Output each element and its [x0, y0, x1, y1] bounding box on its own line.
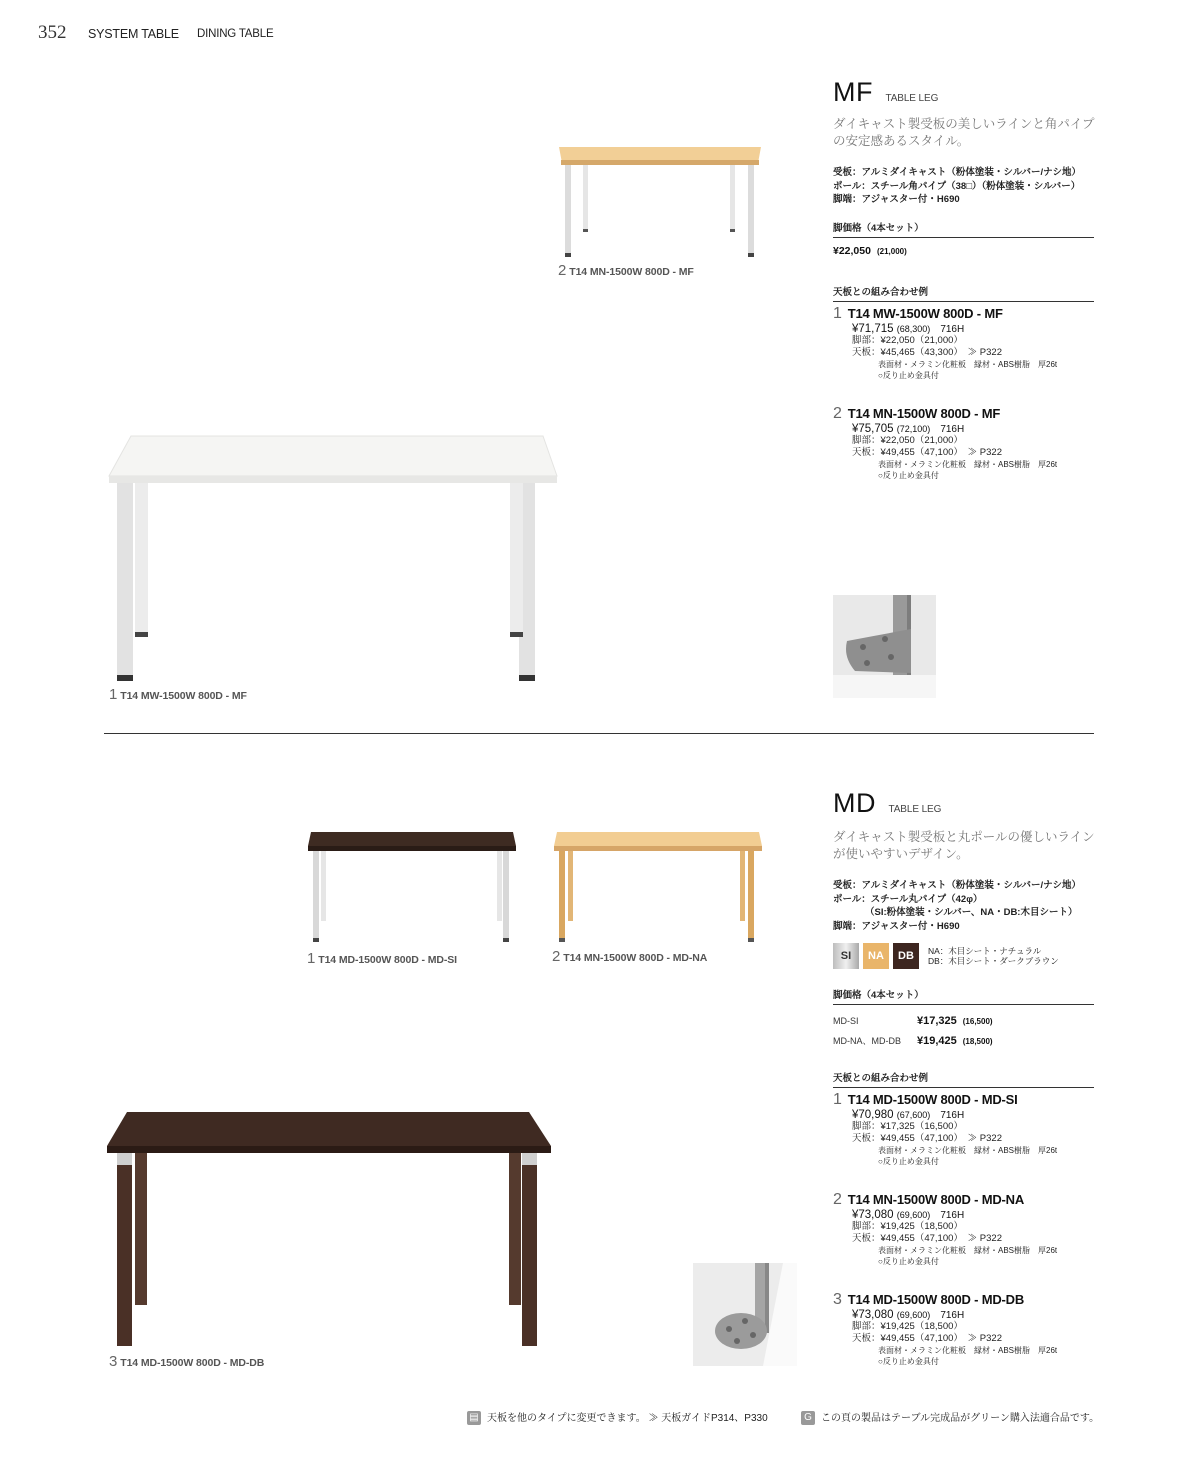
md-combo-heading: 天板との組み合わせ例	[833, 1070, 1094, 1088]
md-title-block	[833, 788, 941, 819]
mf-description: ダイキャスト製受板の美しいラインと角パイプの安定感あるスタイル。	[833, 117, 1095, 148]
caption-md-3: 3 T14 MD-1500W 800D - MD-DB	[109, 1353, 265, 1370]
table-image-mn-mf	[555, 145, 765, 260]
md-title: MD	[833, 788, 876, 818]
md-leg-detail-photo	[693, 1263, 797, 1366]
md-description: ダイキャスト製受板と丸ポールの優しいラインが使いやすいデザイン。	[833, 830, 1095, 861]
md-price-row-1: MD-SI ¥17,325 (16,500)	[833, 1015, 993, 1027]
mf-price-heading: 脚価格（4本セット）	[833, 220, 1094, 238]
section-title: SYSTEM TABLE	[88, 27, 179, 41]
mf-combo-2: 2 T14 MN-1500W 800D - MF ¥75,705 (72,100) 716H 脚部：¥22,050（21,000） 天板：¥49,455（47,100） ≫ P322 表面材・メラミン化粧板 縁材・ABS樹脂 厚26t ○反り止め金具付	[833, 405, 1058, 480]
table-image-md-na	[553, 830, 765, 945]
mf-combo-1: 1 T14 MW-1500W 800D - MF ¥71,715 (68,300) 716H 脚部：¥22,050（21,000） 天板：¥45,465（43,300） ≫ P322 表面材・メラミン化粧板 縁材・ABS樹脂 厚26t ○反り止め金具付	[833, 305, 1058, 380]
swatch-notes: NA：木目シート・ナチュラル DB：木目シート・ダークブラウン	[928, 946, 1059, 966]
page-number: 352	[38, 22, 67, 43]
mf-price: ¥22,050 (21,000)	[833, 245, 907, 257]
md-combo-2: 2 T14 MN-1500W 800D - MD-NA ¥73,080 (69,600) 716H 脚部：¥19,425（18,500） 天板：¥49,455（47,100） ≫ P322 表面材・メラミン化粧板 縁材・ABS樹脂 厚26t ○反り止め金具付	[833, 1191, 1058, 1266]
mf-title: MF	[833, 77, 873, 107]
table-image-mw-mf	[105, 430, 565, 685]
mf-title-block	[833, 77, 938, 108]
caption-mf-1: 1 T14 MW-1500W 800D - MF	[109, 686, 247, 703]
md-combo-3: 3 T14 MD-1500W 800D - MD-DB ¥73,080 (69,600) 716H 脚部：¥19,425（18,500） 天板：¥49,455（47,100） ≫ P322 表面材・メラミン化粧板 縁材・ABS樹脂 厚26t ○反り止め金具付	[833, 1291, 1058, 1366]
green-purchase-icon: G	[801, 1411, 815, 1425]
footer-note-green: G この頁の製品はテーブル完成品がグリーン購入法適合品です。	[801, 1409, 1099, 1425]
mf-specs: 受板：アルミダイキャスト（粉体塗装・シルバー/ナシ地） ポール：スチール角パイプ（38□）（粉体塗装・シルバー） 脚端：アジャスター付・H690	[833, 167, 1081, 205]
md-swatches	[833, 943, 1059, 969]
table-image-md-db	[105, 1108, 555, 1353]
md-price-heading: 脚価格（4本セット）	[833, 987, 1094, 1005]
caption-md-2: 2 T14 MN-1500W 800D - MD-NA	[552, 948, 708, 965]
mf-subtitle: TABLE LEG	[885, 93, 939, 104]
mf-leg-detail-photo	[833, 595, 936, 698]
footer-note-tabletop: ▤ 天板を他のタイプに変更できます。 ≫ 天板ガイドP314、P330	[467, 1409, 768, 1425]
tabletop-icon: ▤	[467, 1411, 481, 1425]
md-combo-1: 1 T14 MD-1500W 800D - MD-SI ¥70,980 (67,600) 716H 脚部：¥17,325（16,500） 天板：¥49,455（47,100） ≫ P322 表面材・メラミン化粧板 縁材・ABS樹脂 厚26t ○反り止め金具付	[833, 1091, 1058, 1166]
md-specs: 受板：アルミダイキャスト（粉体塗装・シルバー/ナシ地） ポール：スチール丸パイプ（42φ） （SI:粉体塗装・シルバー、NA・DB:木目シート） 脚端：アジャスター付・H690	[833, 880, 1081, 932]
swatch-si: SI	[833, 943, 859, 969]
subsection-title: DINING TABLE	[197, 28, 274, 40]
section-divider	[104, 733, 1094, 734]
caption-mf-2: 2 T14 MN-1500W 800D - MF	[558, 262, 694, 279]
caption-md-1: 1 T14 MD-1500W 800D - MD-SI	[307, 950, 457, 967]
md-price-row-2: MD-NA、MD-DB ¥19,425 (18,500)	[833, 1035, 993, 1047]
swatch-na: NA	[863, 943, 889, 969]
swatch-db: DB	[893, 943, 919, 969]
md-subtitle: TABLE LEG	[888, 804, 942, 815]
table-image-md-si	[307, 830, 517, 945]
mf-combo-heading: 天板との組み合わせ例	[833, 284, 1094, 302]
